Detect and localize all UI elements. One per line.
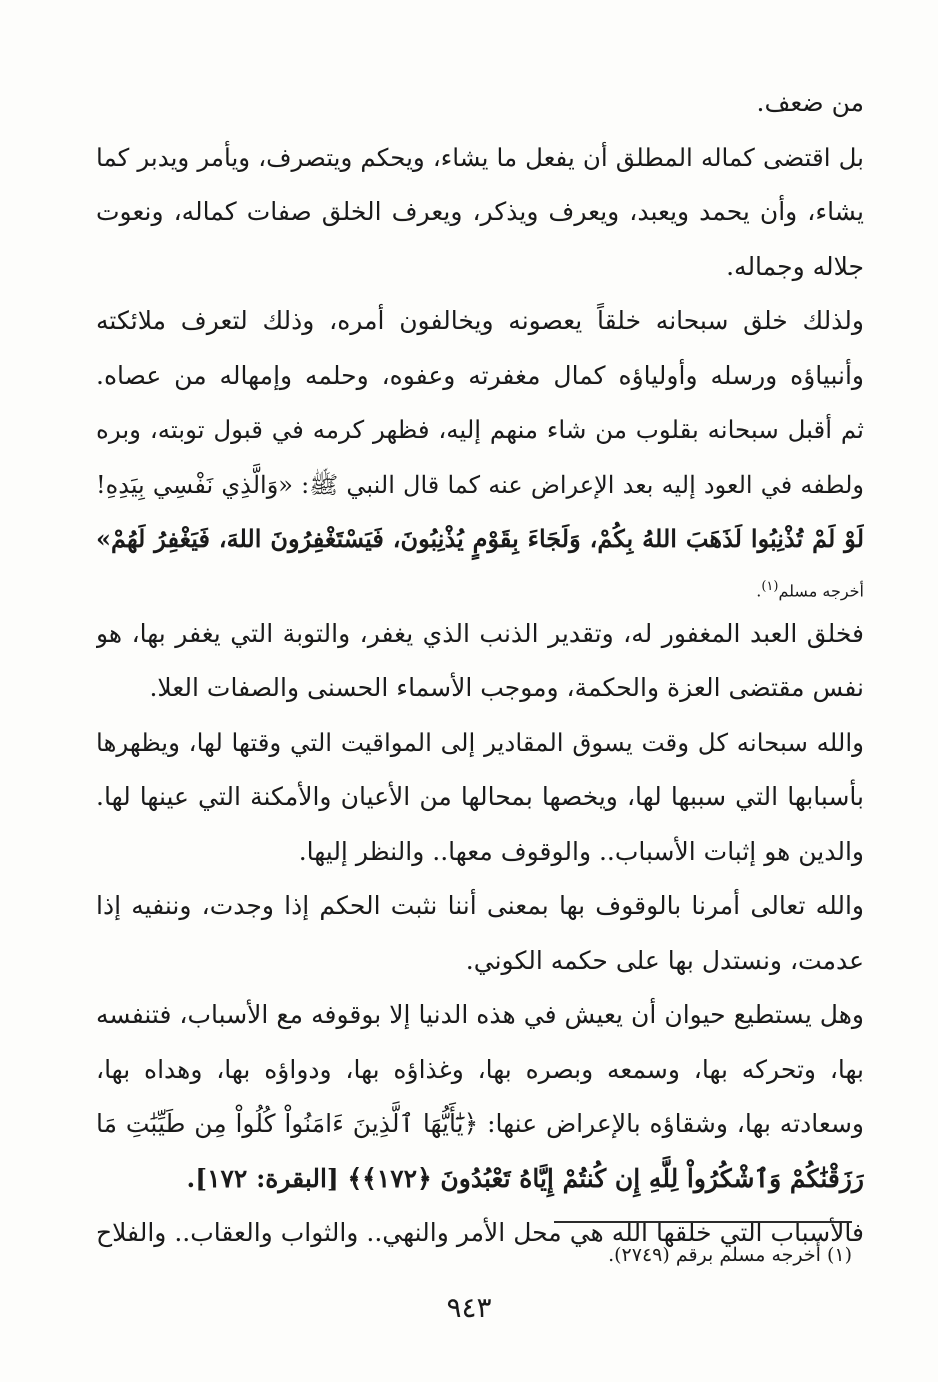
text-line: والله سبحانه كل وقت يسوق المقادير إلى المواقيت التي وقتها لها، ويظهرها — [96, 727, 864, 757]
quran-verse-line: وسعادته بها، وشقاؤه بالإعراض عنها: ﴿يَٰٓأَيُّهَا ٱلَّذِينَ ءَامَنُواْ كُلُواْ مِن طَيِّبَٰتِ مَا — [96, 1109, 864, 1138]
text-line: بها، وتحركه بها، وسمعه وبصره بها، وغذاؤه بها، ودواؤه بها، وهداه بها، — [96, 1054, 864, 1084]
text-line: وأنبياؤه ورسله وأولياؤه كمال مغفرته وعفوه، وحلمه وإمهاله من عصاه. — [96, 360, 864, 390]
text-line: نفس مقتضى العزة والحكمة، وموجب الأسماء الحسنى والصفات العلا. — [149, 673, 864, 702]
text-line: من ضعف. — [756, 88, 864, 117]
text-line: فخلق العبد المغفور له، وتقدير الذنب الذي يغفر، والتوبة التي يغفر بها، هو — [96, 618, 864, 648]
text-line: ولطفه في العود إليه بعد الإعراض عنه كما قال النبي ﷺ: «وَالَّذِي نَفْسِي بِيَدِهِ! — [96, 470, 864, 499]
text-line: ثم أقبل سبحانه بقلوب من شاء منهم إليه، فظهر كرمه في قبول توبته، وبره — [96, 415, 864, 444]
text-line: والدين هو إثبات الأسباب.. والوقوف معها.. والنظر إليها. — [298, 836, 864, 866]
quran-verse-line: رَزَقْنَٰكُمْ وَٱشْكُرُواْ لِلَّهِ إِن كُنتُمْ إِيَّاهُ تَعْبُدُونَ ﴿١٧٢﴾﴾ [البقرة: ١٧٢]. — [186, 1163, 864, 1193]
text-line: عدمت، ونستدل بها على حكمه الكوني. — [465, 945, 864, 975]
text-line: جلاله وجماله. — [726, 251, 864, 281]
text-line: ولذلك خلق سبحانه خلقاً يعصونه ويخالفون أمره، وذلك لتعرف ملائكته — [96, 306, 864, 335]
text-line: وهل يستطيع حيوان أن يعيش في هذه الدنيا إلا بوقوفه مع الأسباب، فتنفسه — [96, 1000, 864, 1029]
text-line: بل اقتضى كماله المطلق أن يفعل ما يشاء، ويحكم ويتصرف، ويأمر ويدبر كما — [96, 142, 864, 172]
footnote-marker: (١) — [761, 578, 779, 594]
text-line: بأسبابها التي سببها لها، ويخصها بمحالها من الأعيان والأمكنة التي عينها لها. — [96, 782, 864, 811]
footnote: (١) أخرجه مسلم برقم (٢٧٤٩). — [608, 1244, 852, 1266]
text-line: والله تعالى أمرنا بالوقوف بها بمعنى أننا نثبت الحكم إذا وجدت، وننفيه إذا — [96, 891, 864, 920]
body-text — [96, 76, 864, 1261]
hadith-line: لَوْ لَمْ تُذْنِبُوا لَذَهَبَ اللهُ بِكُمْ، وَلَجَاءَ بِقَوْمٍ يُذْنِبُونَ، فَيَسْتَغْفِرُونَ اللهَ، فَيَغْفِرُ لَهُمْ» — [96, 524, 864, 553]
hadith-source: أخرجه مسلم — [778, 580, 864, 600]
footnote-divider — [554, 1221, 852, 1223]
hadith-reference: أخرجه مسلم$^{(١)}$. — [756, 578, 864, 600]
text-line: يشاء، وأن يحمد ويعبد، ويعرف ويذكر، ويعرف الخلق صفات كماله، ونعوت — [96, 197, 864, 226]
page-number: ٩٤٣ — [446, 1291, 492, 1324]
text-line: فالأسباب التي خلقها الله هي محل الأمر والنهي.. والثواب والعقاب.. والفلاح — [96, 1218, 864, 1247]
